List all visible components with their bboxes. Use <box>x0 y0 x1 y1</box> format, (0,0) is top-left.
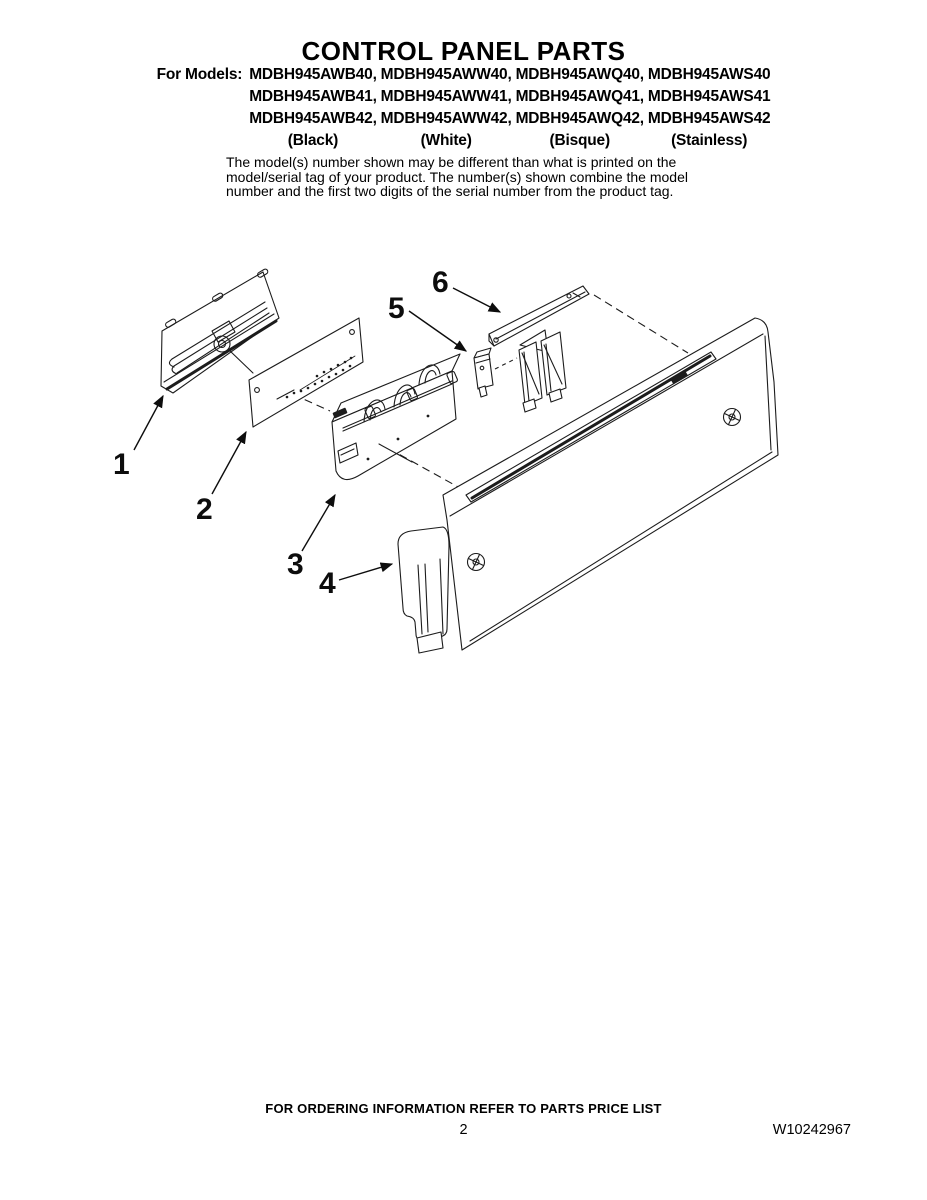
models-label: For Models: <box>156 66 243 83</box>
model-number: MDBH945AWB42 , <box>247 108 378 130</box>
models-row <box>155 108 773 130</box>
page-number: 2 <box>459 1122 468 1138</box>
part-6-bracket-assembly <box>489 286 589 412</box>
callout-2 <box>196 432 246 526</box>
disclaimer-line: number and the first two digits of the serial number from the product tag. <box>226 183 674 200</box>
callout-1 <box>113 396 163 481</box>
model-number: MDBH945AWB40 , <box>247 64 378 86</box>
callout-5-number: 5 <box>388 292 405 325</box>
model-number: MDBH945AWQ42 , <box>514 108 646 130</box>
footer-note: FOR ORDERING INFORMATION REFER TO PARTS PRICE LIST <box>265 1101 662 1116</box>
model-number: MDBH945AWS41 <box>647 88 771 105</box>
color-label: (Black) <box>287 132 339 149</box>
callout-2-number: 2 <box>196 493 213 526</box>
model-number: MDBH945AWQ41 , <box>514 86 646 108</box>
callout-4-number: 4 <box>319 567 336 600</box>
color-label: (Bisque) <box>549 132 610 149</box>
document-number: W10242967 <box>772 1122 851 1138</box>
model-number: MDBH945AWW41 , <box>379 86 514 108</box>
models-table <box>155 64 773 152</box>
model-number: MDBH945AWS42 <box>647 110 771 127</box>
model-number: MDBH945AWB41 , <box>247 86 378 108</box>
colors-row <box>155 130 773 152</box>
callout-6-number: 6 <box>432 266 449 299</box>
page-title: CONTROL PANEL PARTS <box>301 36 626 66</box>
callout-6 <box>432 266 500 312</box>
callout-4 <box>319 564 392 600</box>
callout-1-number: 1 <box>113 448 130 481</box>
callout-5 <box>388 292 466 351</box>
exploded-parts-diagram <box>0 250 927 670</box>
callout-3-number: 3 <box>287 548 304 581</box>
disclaimer-line: model/serial tag of your product. The number(s) shown combine the model <box>226 168 688 185</box>
model-number: MDBH945AWW42 , <box>379 108 514 130</box>
disclaimer <box>226 155 726 199</box>
model-number: MDBH945AWS40 <box>647 66 771 83</box>
color-label: (Stainless) <box>671 132 748 149</box>
model-number: MDBH945AWQ40 , <box>514 64 646 86</box>
disclaimer-line: The model(s) number shown may be different than what is printed on the <box>226 154 677 170</box>
models-row <box>155 64 773 86</box>
model-number: MDBH945AWW40 , <box>379 64 514 86</box>
models-row <box>155 86 773 108</box>
part-4-control-panel-console <box>398 318 778 653</box>
part-5-switch <box>474 348 493 397</box>
color-label: (White) <box>420 132 472 149</box>
part-3-electronic-control-box <box>332 354 460 480</box>
